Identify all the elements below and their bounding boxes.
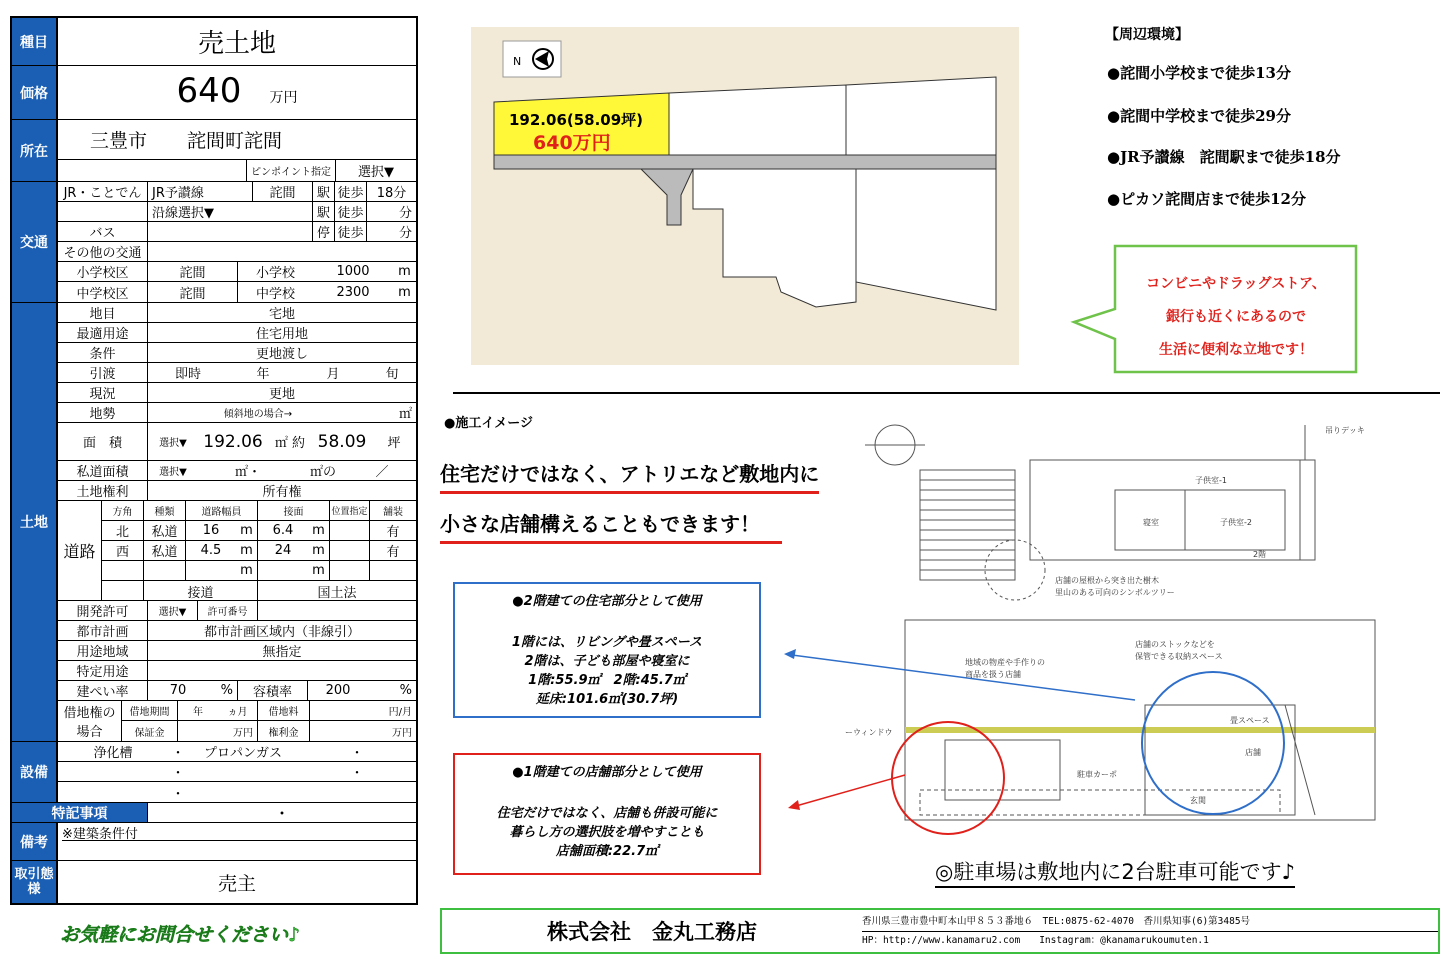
far-label: 容積率 xyxy=(238,681,308,700)
road-face-unit: m xyxy=(308,541,330,560)
price-unit: 万円 xyxy=(269,90,298,106)
eki-label-2: 駅 xyxy=(313,202,335,221)
road-h-kind: 種類 xyxy=(144,501,186,520)
house-use-title: ●2階建ての住宅部分として使用 xyxy=(512,594,702,609)
location-label: 所在 xyxy=(12,120,58,181)
area-label: 面 積 xyxy=(58,423,148,460)
road-h-pos: 位置指定 xyxy=(330,501,370,520)
eki-label: 駅 xyxy=(313,182,335,201)
house-use-line: 1階には、リビングや畳スペース xyxy=(511,635,703,650)
price-label: 価格 xyxy=(12,66,58,119)
tagline-2: 小さな店舗構えることもできます！ xyxy=(440,508,782,544)
road-pos xyxy=(330,541,370,560)
walk-label-2: 徒歩 xyxy=(335,202,367,221)
env-item: ●ピカソ詫間店まで徒歩12分 xyxy=(1107,190,1306,208)
line-select[interactable]: 沿線選択▼ xyxy=(148,202,313,221)
station: 詫間 xyxy=(253,182,313,201)
lot-area: 192.06(58.09坪) xyxy=(509,111,644,129)
plan-label: 地域の物産や手作りの xyxy=(965,658,1045,667)
env-item: ●JR予讃線 詫間駅まで徒歩18分 xyxy=(1107,148,1341,166)
shop-use-line: 暮らし方の選択肢を増やすことも xyxy=(509,825,705,840)
leasehold-label-2: 場合 xyxy=(76,725,103,740)
tagline-1: 住宅だけではなく、アトリエなど敷地内に xyxy=(440,458,819,494)
minutes-unit: 分 xyxy=(398,206,412,221)
stop-label: 停 xyxy=(313,222,335,241)
plan-label: 吊りデッキ xyxy=(1325,426,1365,435)
use-label: 最適用途 xyxy=(58,323,148,342)
plan-label: 店舗のストックなどを xyxy=(1135,640,1215,649)
company-address: 香川県三豊市豊中町本山甲８５３番地６ TEL:0875-62-4070 香川県知事(6)第3485号 xyxy=(862,913,1438,932)
lot-map xyxy=(471,27,1019,365)
use-value: 住宅用地 xyxy=(255,327,308,342)
dot: ・ xyxy=(171,766,185,781)
rail-company: JR・ことでん xyxy=(58,182,148,201)
walk-label: 徒歩 xyxy=(335,182,367,201)
road-kind: 私道 xyxy=(144,521,186,540)
plan-label: 店舗 xyxy=(1245,748,1261,757)
transaction-label: 取引態様 xyxy=(12,861,58,903)
condition-label: 条件 xyxy=(58,343,148,362)
parking-note: ◎駐車場は敷地内に2台駐車可能です♪ xyxy=(935,856,1295,888)
lease-month: ヵ月 xyxy=(218,701,258,720)
equipment-section xyxy=(12,742,416,803)
area-m2-unit: ㎡ 約 xyxy=(274,436,306,451)
minutes-unit-2: 分 xyxy=(398,226,412,241)
road-face-unit: m xyxy=(308,561,330,580)
contact-message: お気軽にお問合せください♪ xyxy=(60,924,301,946)
plan-label: ーウィンドウ xyxy=(845,728,893,737)
road-width-unit: m xyxy=(236,561,258,580)
special-notes-label: 特記事項 xyxy=(12,803,148,822)
dot: ・ xyxy=(171,786,185,802)
dot: ・ xyxy=(350,766,364,781)
kokudo-label: 国土法 xyxy=(317,585,357,601)
road-dir: 北 xyxy=(102,521,144,540)
compass-n: N xyxy=(513,55,522,68)
mid-distance: 2300 xyxy=(336,284,370,300)
road-h-dir: 方角 xyxy=(102,501,144,520)
transaction-value: 売主 xyxy=(217,872,256,895)
terrain-label: 地勢 xyxy=(58,403,148,422)
other-traffic-label: その他の交通 xyxy=(58,242,148,261)
plan-label: 保管できる収納スペース xyxy=(1135,652,1223,661)
elem-distance: 1000 xyxy=(336,264,370,279)
lease-year: 年 xyxy=(193,707,203,718)
chimoku-value: 宅地 xyxy=(268,307,295,322)
road-pave: 有 xyxy=(386,545,400,560)
septic-tank: 浄化槽 xyxy=(93,746,133,761)
mid-unit: m xyxy=(398,284,411,300)
location-city: 三豊市 xyxy=(90,130,148,152)
road-width: 16 xyxy=(202,523,220,538)
road-label: 道路 xyxy=(58,501,102,600)
road-face-unit: m xyxy=(308,521,330,540)
type-value: 売土地 xyxy=(197,29,276,59)
delivery-period: 旬 xyxy=(385,367,399,382)
ground-rent-unit: 円/月 xyxy=(388,707,412,718)
mid-name: 詫間 xyxy=(148,282,238,302)
permit-number-label: 許可番号 xyxy=(198,601,258,620)
coverage-label: 建ぺい率 xyxy=(58,681,148,700)
delivery-year: 年 xyxy=(256,367,270,382)
road-h-pave: 舗装 xyxy=(383,507,403,518)
house-use-line: 2階は、子ども部屋や寝室に xyxy=(524,654,690,669)
divider xyxy=(453,392,1440,394)
private-road-select[interactable]: 選択▼ xyxy=(159,467,187,478)
road-table xyxy=(58,501,416,601)
road-face: 24 xyxy=(274,543,292,558)
bubble-line-3: 生活に便利な立地です！ xyxy=(1159,342,1313,358)
key-money-label: 権利金 xyxy=(258,721,310,741)
property-table xyxy=(10,16,418,905)
shop-use-box xyxy=(453,753,761,875)
zoning-value: 無指定 xyxy=(262,645,302,660)
plan-label: 店舗の屋根から突き出た樹木 xyxy=(1055,576,1159,585)
private-road-no: ㎡の xyxy=(309,465,336,480)
price-value: 640 xyxy=(176,71,242,111)
road-width-unit: m xyxy=(236,521,258,540)
mid-area-label: 中学校区 xyxy=(58,282,148,302)
road-row xyxy=(102,521,416,541)
road-face: 6.4 xyxy=(272,523,294,538)
type-row xyxy=(12,18,416,66)
terrain-value: 傾斜地の場合→ xyxy=(223,409,293,420)
lease-period-label: 借地期間 xyxy=(122,701,178,720)
house-use-line: 延床:101.6㎡(30.7坪) xyxy=(535,692,679,707)
walk-label-3: 徒歩 xyxy=(335,222,367,241)
mid-label: 中学校 xyxy=(255,286,295,302)
rail-line: JR予讃線 xyxy=(148,182,253,201)
delivery-label: 引渡 xyxy=(58,363,148,382)
special-notes-value: ・ xyxy=(273,804,290,822)
shop-use-title: ●1階建ての店舗部分として使用 xyxy=(512,765,702,780)
pinpoint-select[interactable]: 選択▼ xyxy=(358,165,394,180)
elem-name: 詫間 xyxy=(148,262,238,281)
key-money-unit: 万円 xyxy=(392,727,412,739)
elem-unit: m xyxy=(398,264,411,279)
chimoku-label: 地目 xyxy=(58,303,148,322)
env-title: 【周辺環境】 xyxy=(1105,27,1189,43)
dev-permit-label: 開発許可 xyxy=(58,601,148,620)
dev-permit-select[interactable]: 選択▼ xyxy=(148,601,198,620)
house-use-line: 1階:55.9㎡ 2階:45.7㎡ xyxy=(528,673,686,688)
arrows xyxy=(780,640,1140,820)
plan-label: 駐車カーポ xyxy=(1077,770,1117,779)
terrain-unit: ㎡ xyxy=(398,407,412,422)
plan-label: 里山のある可向のシンボルツリー xyxy=(1055,588,1175,597)
type-label: 種目 xyxy=(12,18,58,65)
area-tsubo-unit: 坪 xyxy=(387,436,401,451)
equipment-label: 設備 xyxy=(12,742,58,802)
land-right-label: 土地権利 xyxy=(58,481,148,500)
road-pos xyxy=(330,521,370,540)
ground-rent-label: 借地料 xyxy=(258,701,310,720)
deposit-label: 保証金 xyxy=(122,721,178,741)
status-label: 現況 xyxy=(58,383,148,402)
road-dir: 西 xyxy=(102,541,144,560)
road-pave: 有 xyxy=(386,525,400,540)
location-town: 詫間町詫間 xyxy=(187,130,283,152)
leasehold-label-1: 借地権の xyxy=(63,706,116,721)
walk-minutes: 18分 xyxy=(376,186,407,201)
condition-value: 更地渡し xyxy=(255,347,308,362)
private-road-slash: ／ xyxy=(375,465,389,480)
env-item: ●詫間小学校まで徒歩13分 xyxy=(1107,64,1291,82)
land-right-value: 所有権 xyxy=(262,485,302,500)
company-footer xyxy=(440,908,1440,954)
delivery-value: 即時 xyxy=(174,367,201,382)
plan-label: 寝室 xyxy=(1143,518,1159,527)
construction-image-title: ●施工イメージ xyxy=(444,416,533,431)
bubble-line-1: コンビニやドラッグストア、 xyxy=(1146,276,1326,292)
dot: ・ xyxy=(171,746,185,761)
road-h-width: 道路幅員 xyxy=(186,501,258,520)
price-row xyxy=(12,66,416,120)
far-unit: % xyxy=(399,683,412,698)
traffic-label: 交通 xyxy=(12,182,58,302)
far-value: 200 xyxy=(325,683,351,698)
plan-label: 子供室-2 xyxy=(1220,518,1252,527)
location-row xyxy=(12,120,416,182)
shop-use-line: 住宅だけではなく、店舗も併設可能に xyxy=(496,806,718,821)
company-web: HP：http://www.kanamaru2.com Instagram：@kanamarukoumuten.1 xyxy=(862,934,1209,946)
plan-label: 畳スペース xyxy=(1230,716,1270,725)
coverage-unit: % xyxy=(208,681,238,700)
traffic-section xyxy=(12,182,416,303)
private-road-unit: ㎡・ xyxy=(234,465,261,480)
area-tsubo: 58.09 xyxy=(317,431,367,452)
elem-area-label: 小学校区 xyxy=(58,262,148,281)
deposit-unit: 万円 xyxy=(178,721,258,741)
remarks-label: 備考 xyxy=(12,823,58,860)
land-label: 土地 xyxy=(12,303,58,741)
plan-label: 子供室-1 xyxy=(1195,476,1227,485)
plan-label: 商品を扱う店舗 xyxy=(965,670,1021,679)
plan-label: 玄関 xyxy=(1190,796,1206,805)
area-m2: 192.06 xyxy=(203,431,263,452)
company-name: 株式会社 金丸工務店 xyxy=(547,919,757,944)
delivery-month: 月 xyxy=(326,367,340,382)
road-kind: 私道 xyxy=(144,541,186,560)
pinpoint-label: ピンポイント指定 xyxy=(246,160,336,181)
area-select[interactable]: 選択▼ xyxy=(159,438,187,449)
road-row xyxy=(102,561,416,581)
road-row xyxy=(102,541,416,561)
elem-label: 小学校 xyxy=(255,266,295,281)
coverage-value: 70 xyxy=(169,683,187,698)
propane-gas: プロパンガス xyxy=(203,746,282,761)
env-item: ●詫間中学校まで徒歩29分 xyxy=(1107,107,1291,125)
city-plan-value: 都市計画区域内（非線引） xyxy=(203,625,360,640)
special-use-label: 特定用途 xyxy=(58,661,148,680)
private-road-label: 私道面積 xyxy=(58,461,148,480)
dot: ・ xyxy=(350,746,364,761)
road-h-face: 接面 xyxy=(258,501,330,520)
status-value: 更地 xyxy=(268,387,295,402)
setsudo-label: 接道 xyxy=(144,581,258,601)
bus-label: バス xyxy=(58,222,148,241)
shop-use-line: 店舗面積:22.7㎡ xyxy=(555,844,659,859)
remarks-value: ※建築条件付 xyxy=(62,823,416,841)
zoning-label: 用途地域 xyxy=(58,641,148,660)
land-section xyxy=(12,303,416,742)
road-width: 4.5 xyxy=(200,543,222,558)
plan-label: 2階 xyxy=(1253,550,1267,559)
road-width-unit: m xyxy=(236,541,258,560)
lot-price: 640万円 xyxy=(533,132,611,154)
bubble-line-2: 銀行も近くにあるので xyxy=(1166,309,1306,325)
house-use-box xyxy=(453,582,761,718)
city-plan-label: 都市計画 xyxy=(58,621,148,640)
